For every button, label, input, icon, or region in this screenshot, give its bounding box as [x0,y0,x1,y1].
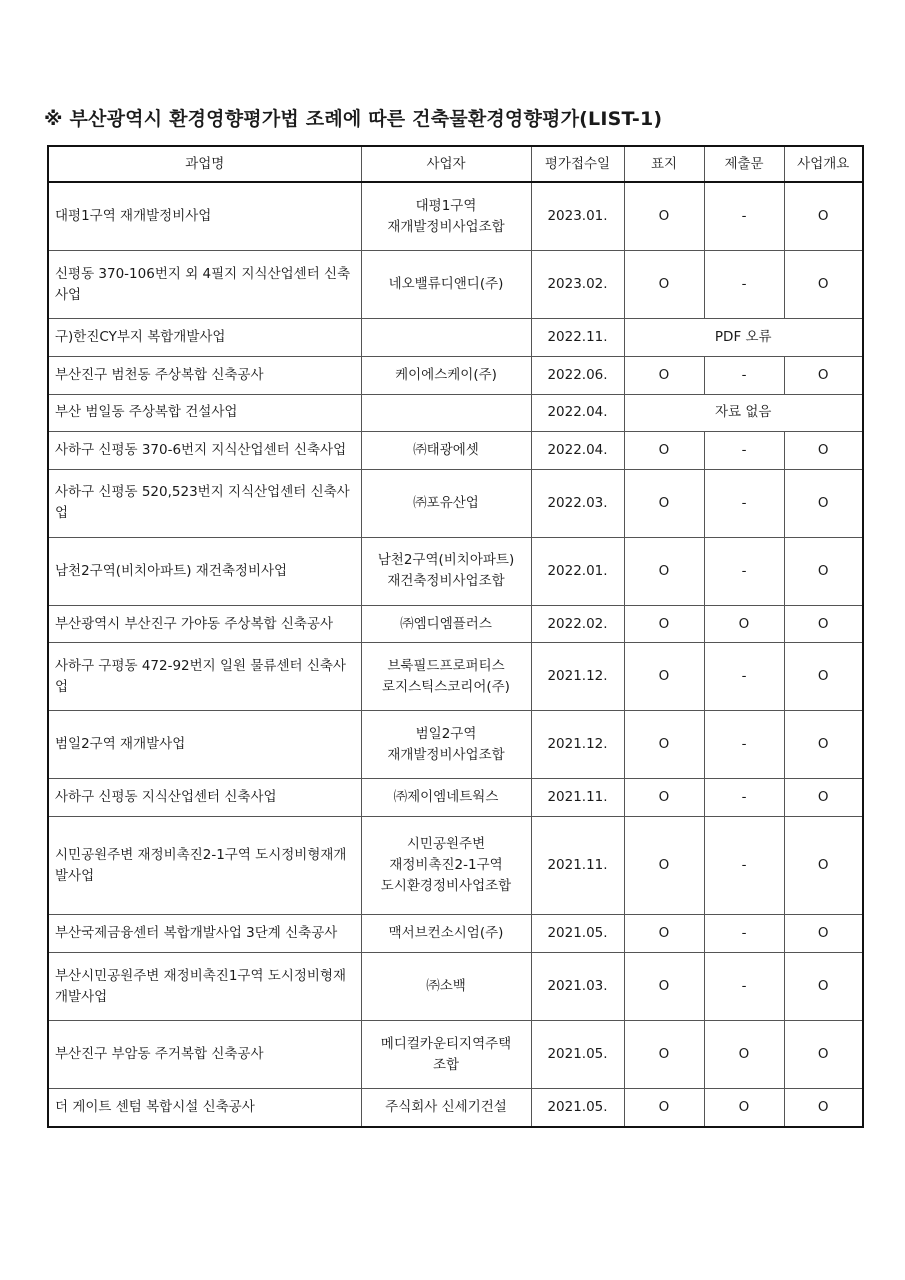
table-row [48,953,863,1021]
company-cell: ㈜제이엠네트웍스 [361,779,531,817]
evaluation-list-table [47,145,864,1128]
cover-cell: O [624,817,704,915]
date-cell: 2022.11. [531,319,624,357]
cover-cell: O [624,469,704,537]
cover-cell: O [624,711,704,779]
date-cell: 2021.05. [531,1021,624,1089]
cover-cell: O [624,537,704,605]
table-row [48,779,863,817]
submit-cell: O [704,605,784,643]
submit-cell: - [704,711,784,779]
company-cell: ㈜엠디엠플러스 [361,605,531,643]
date-cell: 2021.05. [531,915,624,953]
submit-cell: - [704,953,784,1021]
cover-cell: O [624,182,704,251]
table-row [48,537,863,605]
project-name-cell: 사하구 구평동 472-92번지 일원 물류센터 신축사업 [48,643,361,711]
company-cell: ㈜포유산업 [361,469,531,537]
header-project-name: 과업명 [48,146,361,182]
table-row [48,1089,863,1127]
table-row [48,915,863,953]
submit-cell: O [704,1021,784,1089]
overview-cell: O [784,605,863,643]
header-company: 사업자 [361,146,531,182]
overview-cell: O [784,817,863,915]
date-cell: 2021.05. [531,1089,624,1127]
table-row [48,711,863,779]
company-cell [361,319,531,357]
cover-cell: O [624,251,704,319]
company-cell: 범일2구역 재개발정비사업조합 [361,711,531,779]
submit-cell: - [704,432,784,470]
company-cell: ㈜태광에셋 [361,432,531,470]
table-row [48,319,863,357]
date-cell: 2023.02. [531,251,624,319]
date-cell: 2023.01. [531,182,624,251]
header-overview: 사업개요 [784,146,863,182]
note-cell: 자료 없음 [624,394,863,432]
submit-cell: - [704,251,784,319]
table-row [48,643,863,711]
submit-cell: O [704,1089,784,1127]
overview-cell: O [784,953,863,1021]
date-cell: 2022.03. [531,469,624,537]
project-name-cell: 부산 범일동 주상복합 건설사업 [48,394,361,432]
table-row [48,251,863,319]
cover-cell: O [624,779,704,817]
company-cell: 시민공원주변 재정비촉진2-1구역 도시환경정비사업조합 [361,817,531,915]
date-cell: 2022.06. [531,356,624,394]
cover-cell: O [624,1021,704,1089]
cover-cell: O [624,356,704,394]
submit-cell: - [704,779,784,817]
project-name-cell: 부산국제금융센터 복합개발사업 3단계 신축공사 [48,915,361,953]
table-row [48,1021,863,1089]
date-cell: 2021.11. [531,817,624,915]
project-name-cell: 범일2구역 재개발사업 [48,711,361,779]
project-name-cell: 신평동 370-106번지 외 4필지 지식산업센터 신축사업 [48,251,361,319]
overview-cell: O [784,915,863,953]
table-row [48,469,863,537]
table-row [48,356,863,394]
cover-cell: O [624,432,704,470]
overview-cell: O [784,469,863,537]
date-cell: 2021.11. [531,779,624,817]
submit-cell: - [704,537,784,605]
project-name-cell: 더 게이트 센텀 복합시설 신축공사 [48,1089,361,1127]
project-name-cell: 구)한진CY부지 복합개발사업 [48,319,361,357]
date-cell: 2022.02. [531,605,624,643]
table-row [48,432,863,470]
submit-cell: - [704,817,784,915]
date-cell: 2022.04. [531,432,624,470]
cover-cell: O [624,953,704,1021]
date-cell: 2021.03. [531,953,624,1021]
company-cell: 대평1구역 재개발정비사업조합 [361,182,531,251]
date-cell: 2022.01. [531,537,624,605]
note-cell: PDF 오류 [624,319,863,357]
overview-cell: O [784,251,863,319]
cover-cell: O [624,643,704,711]
project-name-cell: 사하구 신평동 지식산업센터 신축사업 [48,779,361,817]
date-cell: 2021.12. [531,643,624,711]
overview-cell: O [784,356,863,394]
overview-cell: O [784,1021,863,1089]
header-cover: 표지 [624,146,704,182]
table-row [48,817,863,915]
header-submission-date: 평가접수일 [531,146,624,182]
overview-cell: O [784,432,863,470]
overview-cell: O [784,711,863,779]
project-name-cell: 부산광역시 부산진구 가야동 주상복합 신축공사 [48,605,361,643]
submit-cell: - [704,643,784,711]
table-row [48,182,863,251]
submit-cell: - [704,356,784,394]
submit-cell: - [704,182,784,251]
overview-cell: O [784,182,863,251]
cover-cell: O [624,1089,704,1127]
date-cell: 2021.12. [531,711,624,779]
company-cell: ㈜소백 [361,953,531,1021]
company-cell: 브룩필드프로퍼티스 로지스틱스코리어(주) [361,643,531,711]
company-cell: 주식회사 신세기건설 [361,1089,531,1127]
table-header-row [48,146,863,182]
table-row [48,394,863,432]
submit-cell: - [704,915,784,953]
company-cell: 케이에스케이(주) [361,356,531,394]
company-cell: 메디컬카운티지역주택 조합 [361,1021,531,1089]
company-cell [361,394,531,432]
company-cell: 맥서브컨소시엄(주) [361,915,531,953]
company-cell: 네오밸류디앤디(주) [361,251,531,319]
overview-cell: O [784,643,863,711]
overview-cell: O [784,537,863,605]
overview-cell: O [784,1089,863,1127]
cover-cell: O [624,915,704,953]
project-name-cell: 부산시민공원주변 재정비촉진1구역 도시정비형재개발사업 [48,953,361,1021]
date-cell: 2022.04. [531,394,624,432]
project-name-cell: 대평1구역 재개발정비사업 [48,182,361,251]
cover-cell: O [624,605,704,643]
project-name-cell: 시민공원주변 재정비촉진2-1구역 도시정비형재개발사업 [48,817,361,915]
project-name-cell: 사하구 신평동 370-6번지 지식산업센터 신축사업 [48,432,361,470]
project-name-cell: 남천2구역(비치아파트) 재건축정비사업 [48,537,361,605]
project-name-cell: 사하구 신평동 520,523번지 지식산업센터 신축사업 [48,469,361,537]
project-name-cell: 부산진구 범천동 주상복합 신축공사 [48,356,361,394]
page-title: ※ 부산광역시 환경영향평가법 조례에 따른 건축물환경영향평가(LIST-1) [44,108,663,130]
overview-cell: O [784,779,863,817]
header-submission-letter: 제출문 [704,146,784,182]
table-row [48,605,863,643]
submit-cell: - [704,469,784,537]
company-cell: 남천2구역(비치아파트) 재건축정비사업조합 [361,537,531,605]
project-name-cell: 부산진구 부암동 주거복합 신축공사 [48,1021,361,1089]
